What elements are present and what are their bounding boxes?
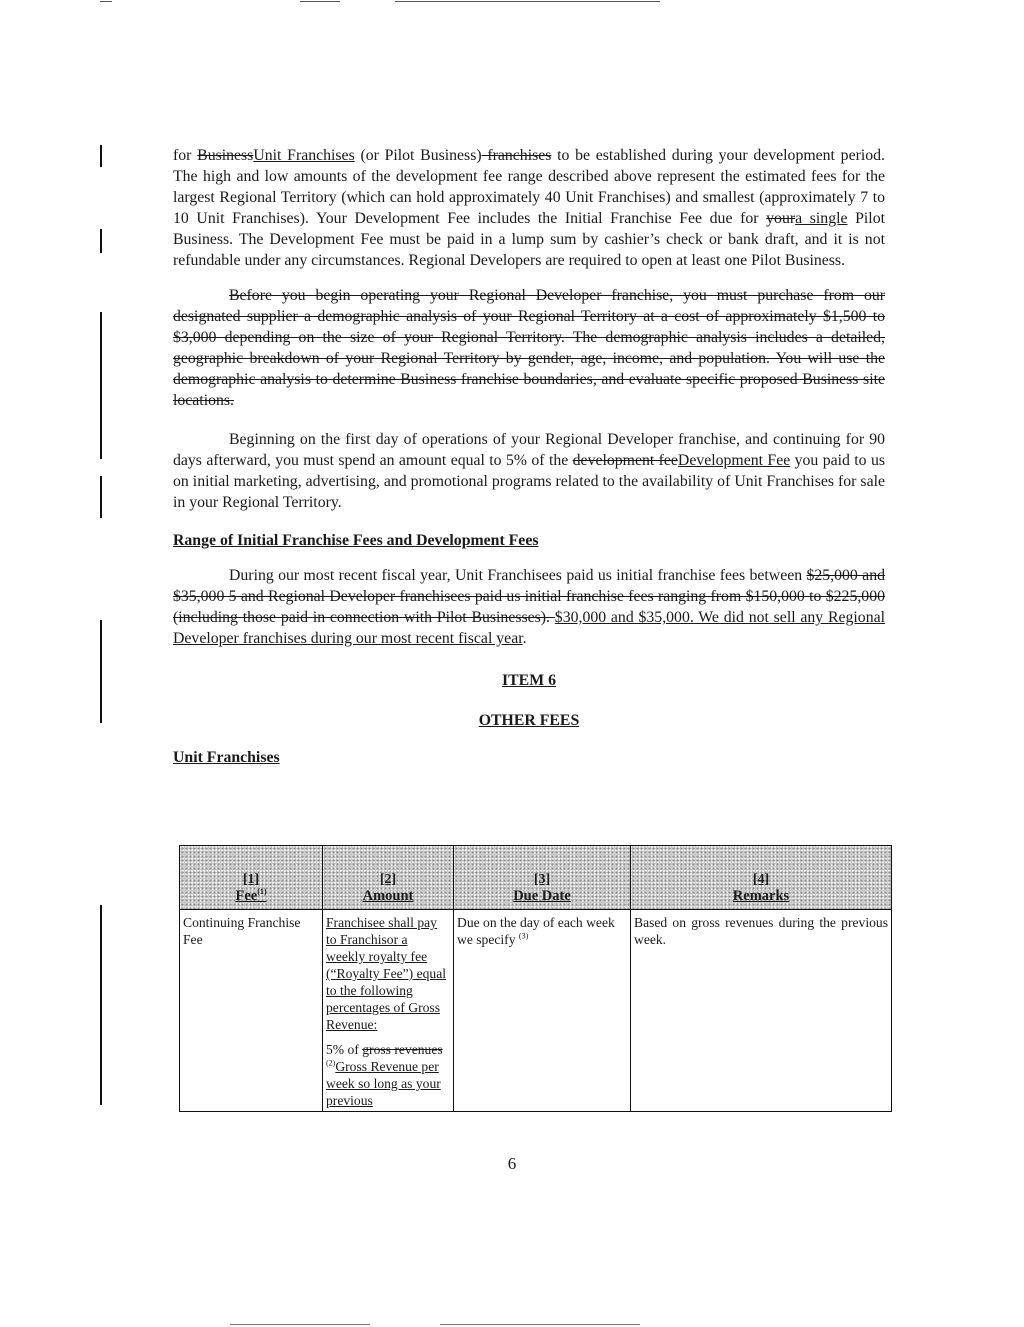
- item-heading: ITEM 6: [502, 672, 556, 689]
- revision-bar: [100, 905, 102, 1105]
- paragraph-deleted-demographic: Before you begin operating your Regional Developer franchise, you must purchase from our designated supplier a demographic analysis of your Regional Territory at a cost of approximately $1,500 to $3,000 depending on the size of your Regional Territory. The demographic analysis includes a detailed, geographic breakdown of your Regional Territory by gender, age, income, and population. You will use the demographic analysis to determine Business franchise boundaries, and evaluate specific proposed Business site locations.: [173, 287, 885, 409]
- header-remarks: [4] Remarks: [631, 846, 892, 910]
- table-row: [180, 910, 892, 1112]
- top-scan-rule: [0, 0, 1024, 3]
- table-header-row: [180, 846, 892, 910]
- revision-bar: [100, 476, 102, 518]
- inserted-text: Gross Revenue per week so long as your previous: [326, 1059, 441, 1108]
- unit-franchises-heading: Unit Franchises: [173, 749, 280, 766]
- paragraph-fee-range: During our most recent fiscal year, Unit Franchisees paid us initial franchise fees between $25,000 and $35,000 5 and Regional Developer franchisees paid us initial franchise fees ranging from $150,000 to $225,000 (including those paid in connection with Pilot Businesses). $30,000 and $35,000. We did not sell any Regional Developer franchises during our most recent fiscal year.: [173, 567, 885, 647]
- range-heading: Range of Initial Franchise Fees and Development Fees: [173, 532, 539, 549]
- revision-bar: [100, 145, 102, 167]
- cell-remarks: Based on gross revenues during the previous week.: [631, 910, 892, 1112]
- inserted-text: Unit Franchises: [253, 147, 355, 164]
- paragraph-development-fee: for BusinessUnit Franchises (or Pilot Business) franchises to be established during your development period. The high and low amounts of the development fee range described above represent the estimated fees for the largest Regional Territory (which can hold approximately 40 Unit Franchises) and smallest (approximately 7 to 10 Unit Franchises). Your Development Fee includes the Initial Franchise Fee due for youra single Pilot Business. The Development Fee must be paid in a lump sum by cashier’s check or bank draft, and it is not refundable under any circumstances. Regional Developers are required to open at least one Pilot Business.: [173, 147, 885, 269]
- deleted-text: Business: [197, 147, 254, 164]
- inserted-text: Development Fee: [677, 452, 791, 469]
- deleted-text: your: [766, 210, 796, 227]
- cell-due-date: Due on the day of each week we specify $^{(3)}$: [454, 910, 631, 1112]
- revision-bar: [100, 312, 102, 459]
- other-fees-table: [179, 845, 892, 1112]
- deleted-text: franchises: [481, 147, 552, 164]
- deleted-text: gross revenues: [362, 1042, 443, 1057]
- header-due-date: [3] Due Date: [454, 846, 631, 910]
- inserted-text: $30,000 and $35,000. We did not sell any Regional Developer franchises during our most recent fiscal year: [173, 609, 885, 647]
- cell-amount: Franchisee shall pay to Franchisor a weekly royalty fee (“Royalty Fee”) equal to the following percentages of Gross Revenue: 5% of gross revenues $^{(2)}$Gross Revenue per week so long as your previous: [323, 910, 454, 1112]
- page-number: 6: [507, 1154, 517, 1173]
- inserted-text: Franchisee shall pay to Franchisor a weekly royalty fee (“Royalty Fee”) equal to the following percentages of Gross Revenue:: [326, 915, 447, 1032]
- deleted-text: development fee: [572, 452, 678, 469]
- header-fee: [1] Fee$^{(1)}$: [180, 846, 323, 910]
- header-amount: [2] Amount: [323, 846, 454, 910]
- deleted-text: $25,000 and $35,000 5 and Regional Developer franchisees paid us initial franchise fees ranging from $150,000 to $225,000 (including those paid in connection with Pilot Businesses).: [173, 567, 885, 626]
- document-body: [173, 145, 885, 768]
- paragraph-marketing-spend: Beginning on the first day of operations of your Regional Developer franchise, and continuing for 90 days afterward, you must spend an amount equal to 5% of the development feeDevelopment Fee you paid to us on initial marketing, advertising, and promotional programs related to the availability of Unit Franchises for sale in your Regional Territory.: [173, 431, 886, 511]
- inserted-text: a single: [795, 210, 848, 227]
- cell-fee: Continuing Franchise Fee: [180, 910, 323, 1112]
- other-fees-heading: OTHER FEES: [478, 712, 580, 729]
- revision-bar: [100, 620, 102, 723]
- revision-bar: [100, 229, 102, 253]
